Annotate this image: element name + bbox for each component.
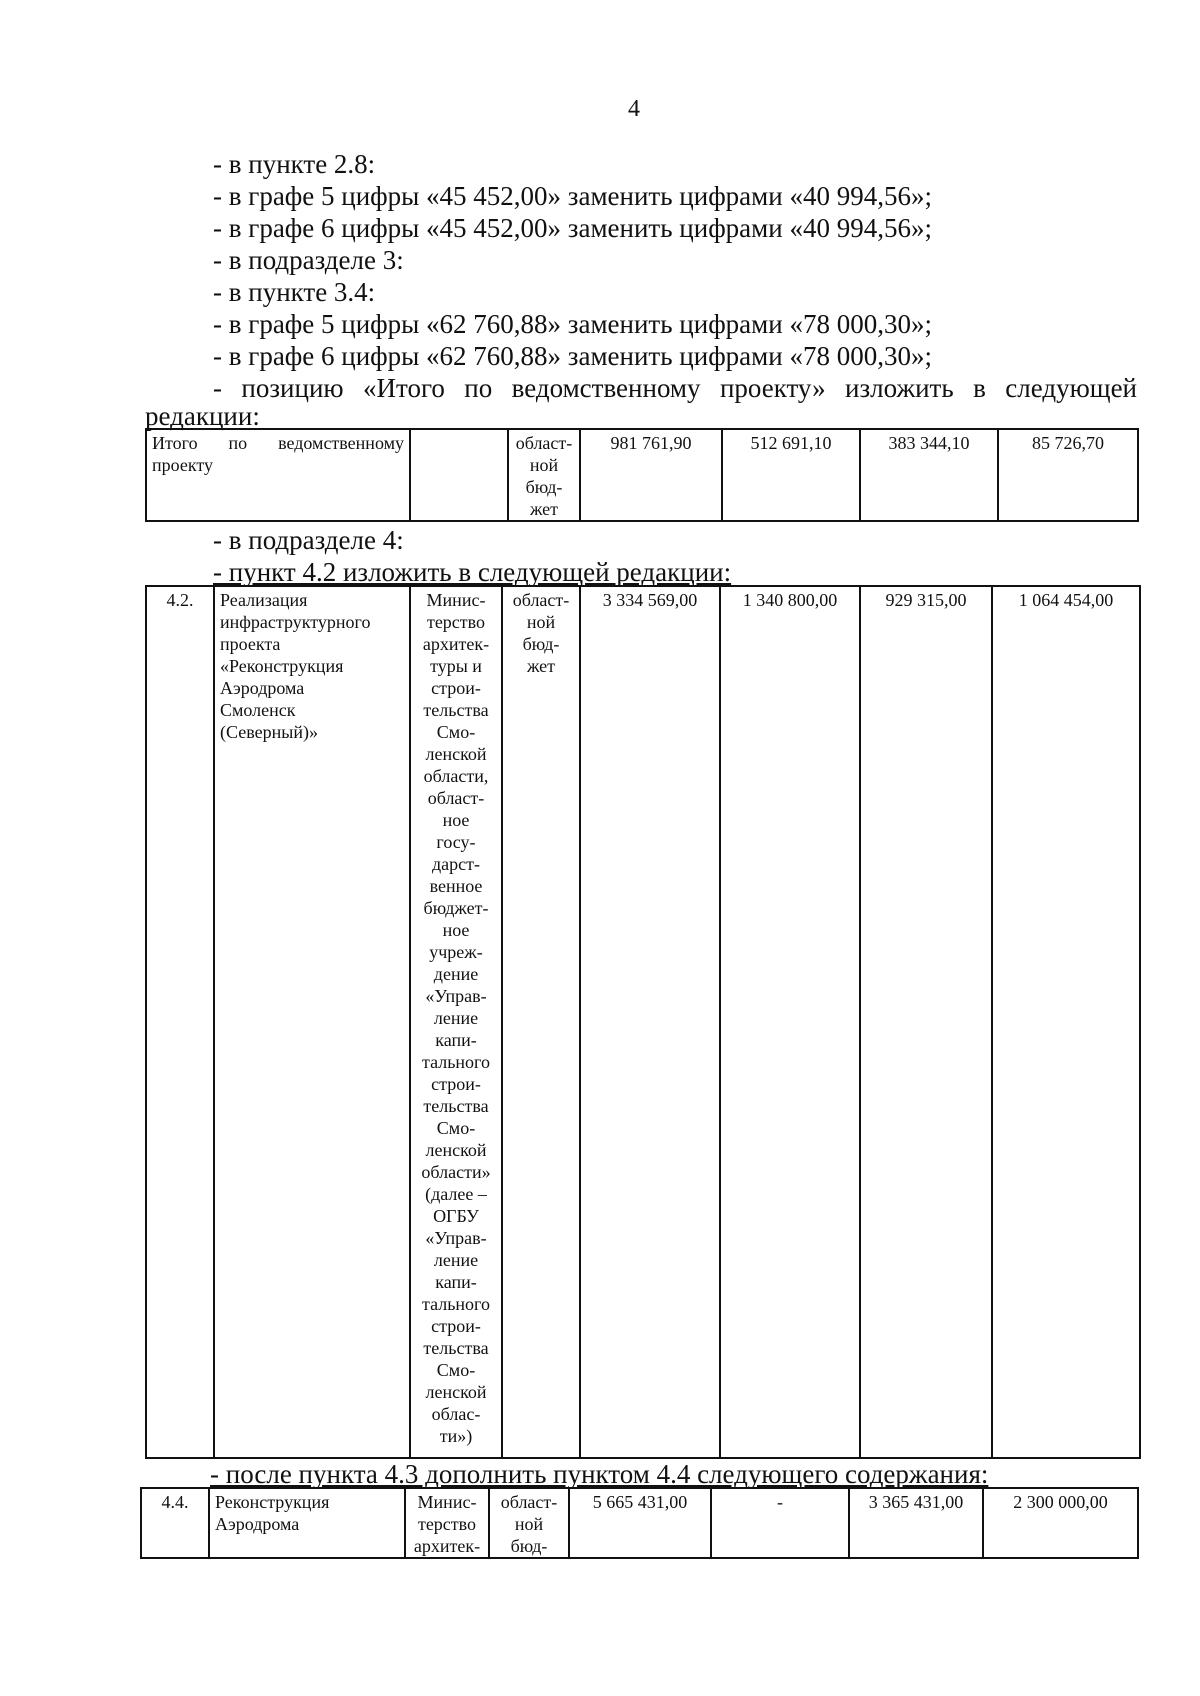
item42-executor-line: ление [433, 1008, 479, 1028]
item42-executor-line: ление [433, 1250, 479, 1270]
item42-executor-line: госу- [436, 832, 476, 852]
item42-executor-line: терство [426, 612, 486, 632]
item42-executor-line: тельства [423, 1338, 489, 1358]
text-line-4: - в подразделе 3: [213, 245, 404, 275]
item42-executor-line: област- [427, 788, 485, 808]
item42-executor-line: тельства [423, 700, 489, 720]
total-source-line: жет [529, 499, 559, 519]
item42-executor-line: Смо- [436, 722, 476, 742]
total-year1-cell: 512 691,10 [722, 429, 860, 521]
item42-executor-line: ленской [425, 1140, 487, 1160]
item42-executor-line: области» [421, 1162, 491, 1182]
item42-executor-line: ленской [425, 744, 487, 764]
item42-name-line: (Северный)» [220, 722, 318, 742]
item44-executor-cell [405, 1488, 489, 1558]
item42-executor-line: дарст- [432, 854, 480, 874]
total-source-line: ной [529, 455, 559, 475]
item42-executor-cell [410, 586, 502, 1458]
item42-year1-cell: 1 340 800,00 [720, 586, 860, 1458]
item42-executor-line: ное [442, 810, 470, 830]
text-line-3: - в графе 6 цифры «45 452,00» заменить цифрами «40 994,56»; [213, 213, 932, 243]
item42-name-line: Смоленск [220, 700, 296, 720]
total-source-cell [508, 429, 580, 521]
item44-year1-cell: - [711, 1488, 849, 1558]
text-line-7: - в графе 6 цифры «62 760,88» заменить цифрами «78 000,30»; [213, 341, 932, 371]
item42-source-cell [502, 586, 580, 1458]
item44-executor-line: терство [417, 1514, 477, 1534]
item42-executor-line: учреж- [429, 942, 483, 962]
text-line-6: - в графе 5 цифры «62 760,88» заменить цифрами «78 000,30»; [213, 309, 932, 339]
total-year3-cell: 85 726,70 [998, 429, 1138, 521]
item44-num-cell: 4.4. [141, 1488, 209, 1558]
item42-executor-line: облас- [431, 1404, 481, 1424]
item42-source-line: област- [512, 590, 570, 610]
item42-executor-line: тального [422, 1052, 490, 1072]
total-executor-cell [410, 429, 508, 521]
item42-sum-cell: 3 334 569,00 [580, 586, 720, 1458]
item42-source-line: ной [526, 612, 556, 632]
total-name-line-1: Итого по ведомственному [152, 433, 404, 453]
text-line-11: - пункт 4.2 изложить в следующей редакции: [213, 557, 732, 587]
item44-source-line: област- [500, 1492, 558, 1512]
item44-year2-cell: 3 365 431,00 [849, 1488, 983, 1558]
item44-executor-line: архитек- [413, 1536, 481, 1556]
text-line-1: - в пункте 2.8: [213, 149, 376, 179]
table-total [145, 428, 1139, 522]
total-sum-cell: 981 761,90 [580, 429, 722, 521]
item42-num-cell: 4.2. [146, 586, 214, 1458]
item42-executor-line: бюджет- [423, 898, 489, 918]
item42-name-cell [214, 586, 410, 1458]
item42-executor-line: ленской [425, 1382, 487, 1402]
total-name-cell [146, 429, 410, 521]
item42-executor-line: тельства [423, 1096, 489, 1116]
total-source-line: област- [515, 433, 573, 453]
item42-executor-line: капи- [435, 1030, 477, 1050]
item42-executor-line: дение [433, 964, 479, 984]
item42-executor-line: архитек- [422, 634, 490, 654]
item42-name-line: Аэродрома [220, 678, 305, 698]
item42-name-line: проекта [220, 634, 281, 654]
item44-executor-line: Минис- [417, 1492, 477, 1512]
item42-executor-line: ОГБУ [433, 1206, 479, 1226]
item42-executor-line: «Управ- [425, 1228, 487, 1248]
item42-executor-line: тального [422, 1294, 490, 1314]
text-line-2: - в графе 5 цифры «45 452,00» заменить цифрами «40 994,56»; [213, 181, 932, 211]
item42-year3-cell: 1 064 454,00 [992, 586, 1140, 1458]
total-year2-cell: 383 344,10 [860, 429, 998, 521]
item42-executor-line: венное [429, 876, 483, 896]
item42-executor-line: капи- [435, 1272, 477, 1292]
text-line-12: - после пункта 4.3 дополнить пунктом 4.4 следующего содержания: [210, 1459, 989, 1489]
item42-source-line: жет [526, 656, 556, 676]
item42-executor-line: туры и [430, 656, 482, 676]
total-name-line-2: проекту [152, 455, 213, 475]
item44-year3-cell: 2 300 000,00 [983, 1488, 1138, 1558]
item44-source-cell [489, 1488, 569, 1558]
item42-executor-line: строи- [431, 1074, 481, 1094]
item44-name-cell [209, 1488, 405, 1558]
table-item-4-4 [140, 1487, 1139, 1559]
item42-executor-line: строи- [431, 678, 481, 698]
item42-executor-line: ное [442, 920, 470, 940]
item44-source-line: бюд- [510, 1536, 548, 1556]
item42-executor-line: Смо- [436, 1360, 476, 1380]
item42-executor-line: области, [423, 766, 489, 786]
item44-name-line: Реконструкция [215, 1492, 330, 1512]
item42-executor-line: (далее – [425, 1184, 487, 1204]
item44-sum-cell: 5 665 431,00 [569, 1488, 711, 1558]
text-line-8: - позицию «Итого по ведомственному проекту» изложить в следующей [213, 373, 1137, 403]
item44-source-line: ной [514, 1514, 544, 1534]
item42-executor-line: «Управ- [425, 986, 487, 1006]
item42-source-line: бюд- [522, 634, 560, 654]
item42-executor-line: Минис- [426, 590, 486, 610]
text-line-10: - в подразделе 4: [213, 525, 404, 555]
item42-name-line: Реализация [220, 590, 308, 610]
page-number: 4 [628, 96, 640, 122]
item44-name-line: Аэродрома [215, 1514, 300, 1534]
total-source-line: бюд- [525, 477, 563, 497]
item42-executor-line: Смо- [436, 1118, 476, 1138]
item42-executor-line: строи- [431, 1316, 481, 1336]
item42-year2-cell: 929 315,00 [860, 586, 992, 1458]
text-line-9: редакции: [145, 401, 260, 431]
item42-name-line: инфраструктурного [220, 612, 371, 632]
table-item-4-2 [145, 585, 1141, 1459]
text-line-5: - в пункте 3.4: [213, 277, 376, 307]
item42-executor-line: ти») [439, 1426, 473, 1446]
item42-name-line: «Реконструкция [220, 656, 344, 676]
